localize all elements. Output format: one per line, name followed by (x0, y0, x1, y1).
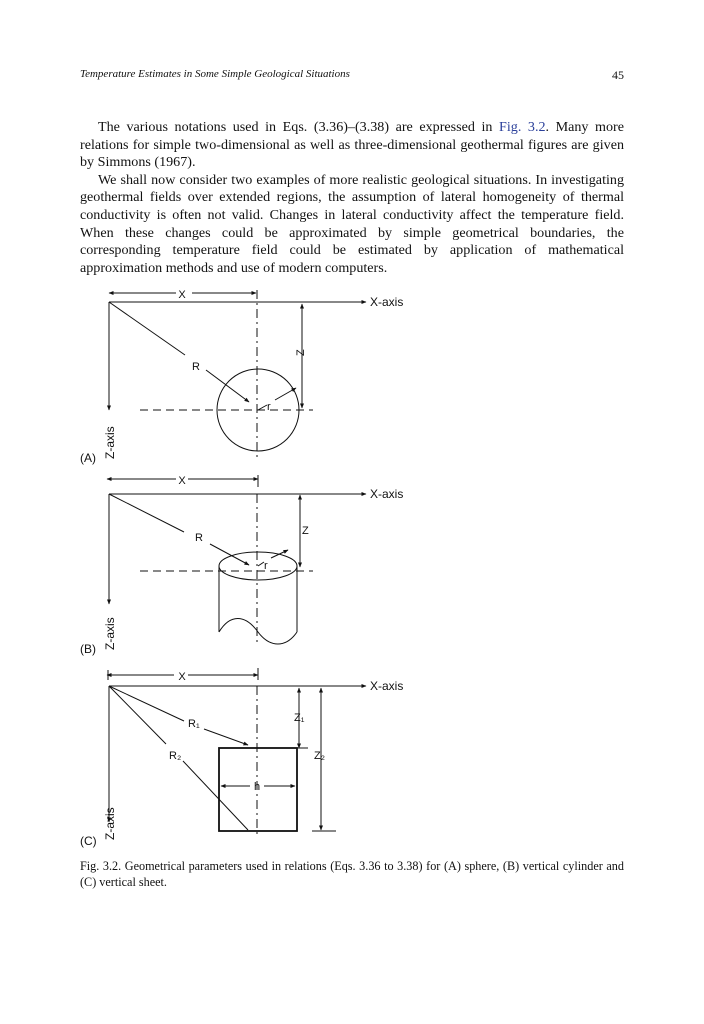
panel-c-z1-label: Z₁ (294, 712, 305, 724)
panel-a-z-label: Z (295, 349, 307, 356)
panel-a-x-axis-label: X-axis (370, 295, 404, 309)
panel-a-x-label: X (178, 289, 186, 301)
panel-a-r-distance-label: R (192, 361, 200, 373)
panel-a-sphere (109, 290, 366, 457)
panel-c-sheet (107, 668, 366, 838)
panel-c-tag: (C) (80, 834, 97, 848)
running-head-title: Temperature Estimates in Some Simple Geological Situations (80, 68, 350, 80)
panel-b-radius-label: r (264, 560, 268, 572)
paragraph-1 (80, 119, 624, 172)
paragraph-2: We shall now consider two examples of more realistic geological situations. In investigating geothermal fields over extended regions, the assumption of lateral homogeneity of thermal conductivity is often not valid. Changes in lateral conductivity affect the temperature field. When these changes could be approximated by simple geometrical boundaries, the corresponding temperature field could be estimated by application of mathematical approximation methods and use of modern computers. (80, 171, 624, 276)
geometry-diagram (80, 282, 480, 852)
figure-caption: Fig. 3.2. Geometrical parameters used in relations (Eqs. 3.36 to 3.38) for (A) sphere, (B) vertical cylinder and (C) vertical sheet. (80, 859, 624, 889)
panel-c-r2-label: R₂ (169, 750, 182, 762)
paragraph-1-start: The various notations used in Eqs. (3.36)–(3.38) are expressed in (98, 119, 500, 135)
panel-b-x-axis-label: X-axis (370, 487, 404, 501)
panel-b-x-label: X (178, 475, 186, 487)
panel-a-radius-label: r (267, 401, 271, 413)
panel-c-z2-label: Z₂ (314, 750, 325, 762)
panel-c-x-axis-label: X-axis (370, 679, 404, 693)
figure-3-2 (80, 282, 480, 852)
panel-a-tag: (A) (80, 451, 96, 465)
page-number: 45 (612, 68, 624, 82)
panel-b-cylinder (107, 475, 366, 644)
panel-b-z-label: Z (302, 525, 309, 537)
panel-b-tag: (B) (80, 642, 96, 656)
body-text (80, 119, 624, 277)
figure-reference-link[interactable]: Fig. 3.2 (499, 119, 546, 135)
panel-c-z-axis-label: Z-axis (103, 807, 117, 840)
paragraph-1-end: . Many more relations for simple two-dimensional as well as three-dimensional geothermal figures are given by Simmons (1967). (80, 119, 624, 171)
panel-c-r1-label: R₁ (188, 718, 200, 730)
panel-a-z-axis-label: Z-axis (103, 426, 117, 459)
panel-b-r-distance-label: R (195, 532, 203, 544)
panel-b-z-axis-label: Z-axis (103, 617, 117, 650)
running-head (80, 68, 624, 84)
panel-c-x-label: X (178, 671, 186, 683)
panel-c-h-label: h (253, 781, 261, 793)
